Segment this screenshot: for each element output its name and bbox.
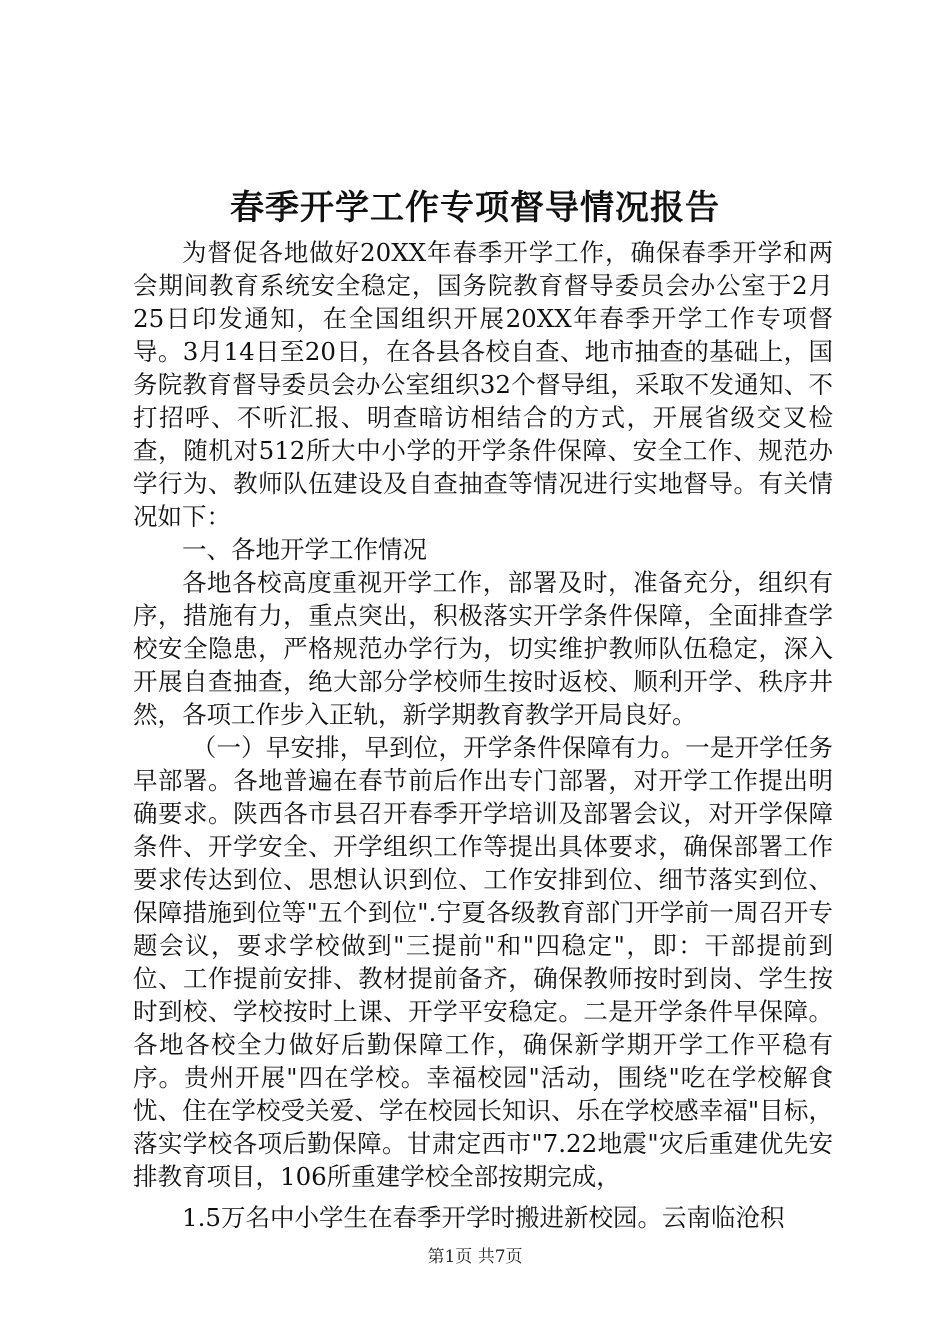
paragraph-overview: 各地各校高度重视开学工作，部署及时，准备充分，组织有序，措施有力，重点突出，积极落实开学条件保障，全面排查学校安全隐患，严格规范办学行为，切实维护教师队伍稳定，深入开展自查抽查，绝大部分学校师生按时返校、顺利开学、秩序井然，各项工作步入正轨，新学期教育教学开局良好。 bbox=[133, 568, 833, 729]
paragraph-gap bbox=[133, 1193, 833, 1201]
document-body bbox=[133, 236, 833, 1234]
paragraph-subsection-1: （一）早安排，早到位，开学条件保障有力。一是开学任务早部署。各地普遍在春节前后作出专门部署，对开学工作提出明确要求。陕西各市县召开春季开学培训及部署会议，对开学保障条件、开学安全、开学组织工作等提出具体要求，确保部署工作要求传达到位、思想认识到位、工作安排到位、细节落实到位、保障措施到位等"五个到位".宁夏各级教育部门开学前一周召开专题会议，要求学校做到"三提前"和"四稳定"，即：干部提前到位、工作提前安排、教材提前备齐，确保教师按时到岗、学生按时到校、学校按时上课、开学平安稳定。二是开学条件早保障。各地各校全力做好后勤保障工作，确保新学期开学工作平稳有序。贵州开展"四在学校。幸福校园"活动，围绕"吃在学校解食忧、住在学校受关爱、学在校园长知识、乐在学校感幸福"目标，落实学校各项后勤保障。甘肃定西市"7.22地震"灾后重建优先安排教育项目，106所重建学校全部按期完成， bbox=[133, 733, 833, 1191]
paragraph-intro: 为督促各地做好20XX年春季开学工作，确保春季开学和两会期间教育系统安全稳定，国务院教育督导委员会办公室于2月25日印发通知，在全国组织开展20XX年春季开学工作专项督导。3月14日至20日，在各县各校自查、地市抽查的基础上，国务院教育督导委员会办公室组织32个督导组，采取不发通知、不打招呼、不听汇报、明查暗访相结合的方式，开展省级交叉检查，随机对512所大中小学的开学条件保障、安全工作、规范办学行为、教师队伍建设及自查抽查等情况进行实地督导。有关情况如下： bbox=[133, 238, 833, 531]
page-footer: 第1页 共7页 bbox=[427, 1247, 523, 1267]
document-title: 春季开学工作专项督导情况报告 bbox=[230, 188, 720, 228]
paragraph-continued: 1.5万名中小学生在春季开学时搬进新校园。云南临沧积 bbox=[182, 1203, 785, 1232]
section-heading-1: 一、各地开学工作情况 bbox=[182, 535, 427, 564]
